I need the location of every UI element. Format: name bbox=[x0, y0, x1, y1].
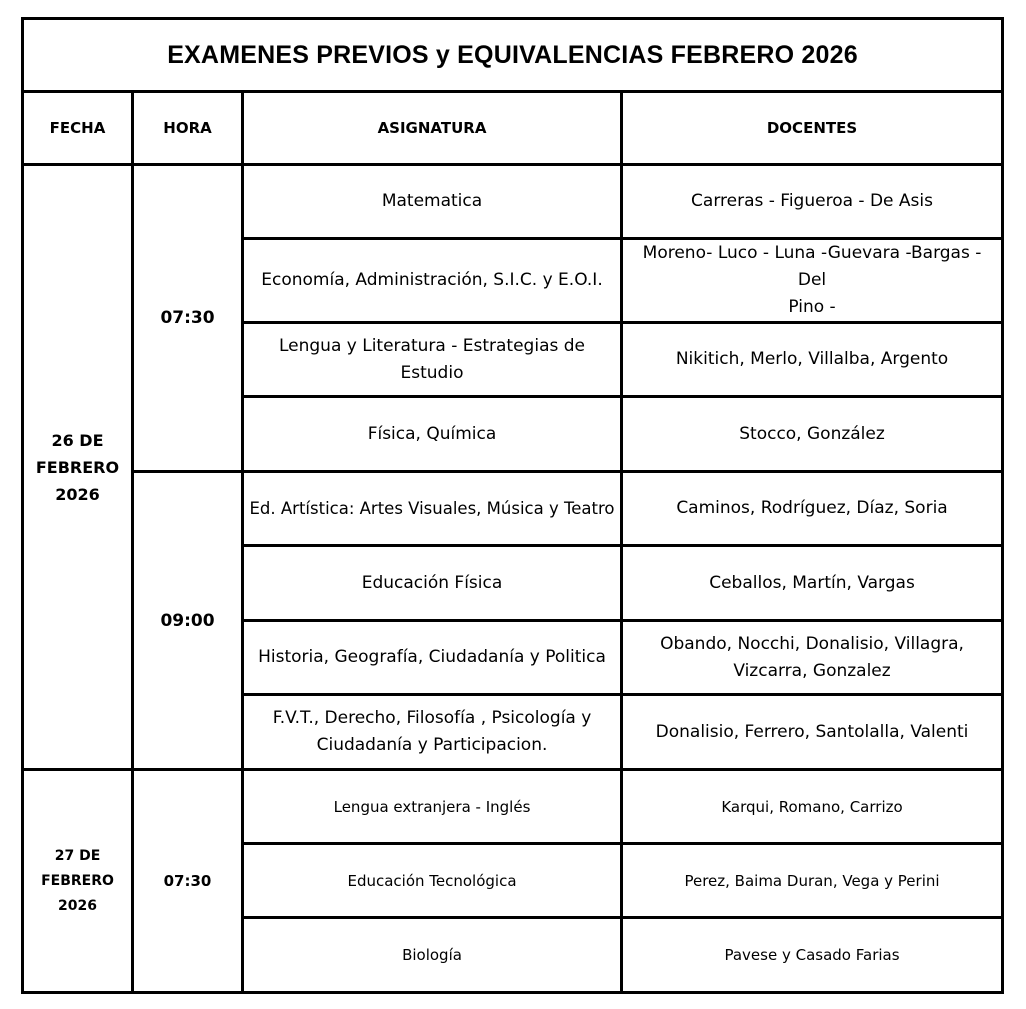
header-row bbox=[23, 92, 1003, 165]
subject-cell: Biología bbox=[243, 918, 622, 993]
subject-cell: Lengua extranjera - Inglés bbox=[243, 770, 622, 844]
teachers-cell: Stocco, González bbox=[622, 397, 1003, 472]
date-line: FEBRERO bbox=[35, 457, 120, 477]
exam-schedule-table bbox=[21, 17, 1004, 994]
hour-cell: 07:30 bbox=[133, 165, 243, 472]
exam-schedule-sheet bbox=[21, 17, 1001, 994]
subject-cell: Matematica bbox=[243, 165, 622, 239]
teachers-cell: Donalisio, Ferrero, Santolalla, Valenti bbox=[622, 695, 1003, 770]
teachers-cell: Caminos, Rodríguez, Díaz, Soria bbox=[622, 472, 1003, 546]
subject-line: Ciudadanía y Participacion. bbox=[316, 735, 548, 755]
table-row bbox=[23, 472, 1003, 546]
teachers-line: Pino - bbox=[788, 297, 836, 317]
date-cell-day1 bbox=[23, 165, 133, 770]
column-header-fecha: FECHA bbox=[23, 92, 133, 165]
teachers-cell: Nikitich, Merlo, Villalba, Argento bbox=[622, 323, 1003, 397]
subject-cell: Educación Física bbox=[243, 546, 622, 621]
teachers-cell: Ceballos, Martín, Vargas bbox=[622, 546, 1003, 621]
column-header-asignatura: ASIGNATURA bbox=[243, 92, 622, 165]
subject-cell: Ed. Artística: Artes Visuales, Música y Teatro bbox=[243, 472, 622, 546]
column-header-docentes: DOCENTES bbox=[622, 92, 1003, 165]
subject-cell: Historia, Geografía, Ciudadanía y Politica bbox=[243, 621, 622, 695]
subject-cell: Educación Tecnológica bbox=[243, 844, 622, 918]
subject-cell: Lengua y Literatura - Estrategias de Estudio bbox=[243, 323, 622, 397]
teachers-line: Obando, Nocchi, Donalisio, Villagra, bbox=[660, 633, 964, 654]
teachers-line: Moreno- Luco - Luna -Guevara -Bargas - Del bbox=[642, 243, 982, 290]
teachers-cell: Perez, Baima Duran, Vega y Perini bbox=[622, 844, 1003, 918]
hour-cell: 09:00 bbox=[133, 472, 243, 770]
subject-cell bbox=[243, 695, 622, 770]
title-row bbox=[23, 19, 1003, 92]
teachers-cell bbox=[622, 621, 1003, 695]
date-line: 2026 bbox=[55, 484, 100, 504]
page-title: EXAMENES PREVIOS y EQUIVALENCIAS FEBRERO 2026 bbox=[23, 19, 1003, 92]
teachers-cell: Karqui, Romano, Carrizo bbox=[622, 770, 1003, 844]
table-row bbox=[23, 165, 1003, 239]
subject-cell: Física, Química bbox=[243, 397, 622, 472]
teachers-cell: Carreras - Figueroa - De Asis bbox=[622, 165, 1003, 239]
date-line: FEBRERO bbox=[41, 872, 114, 889]
date-line: 2026 bbox=[58, 897, 97, 914]
date-line: 26 DE bbox=[51, 430, 104, 450]
date-cell-day2 bbox=[23, 770, 133, 993]
column-header-hora: HORA bbox=[133, 92, 243, 165]
teachers-line: Vizcarra, Gonzalez bbox=[733, 660, 891, 681]
subject-cell: Economía, Administración, S.I.C. y E.O.I. bbox=[243, 239, 622, 323]
teachers-cell: Pavese y Casado Farias bbox=[622, 918, 1003, 993]
date-line: 27 DE bbox=[54, 847, 101, 864]
subject-line: F.V.T., Derecho, Filosofía , Psicología y bbox=[272, 708, 592, 728]
teachers-cell bbox=[622, 239, 1003, 323]
hour-cell: 07:30 bbox=[133, 770, 243, 993]
table-row bbox=[23, 770, 1003, 844]
